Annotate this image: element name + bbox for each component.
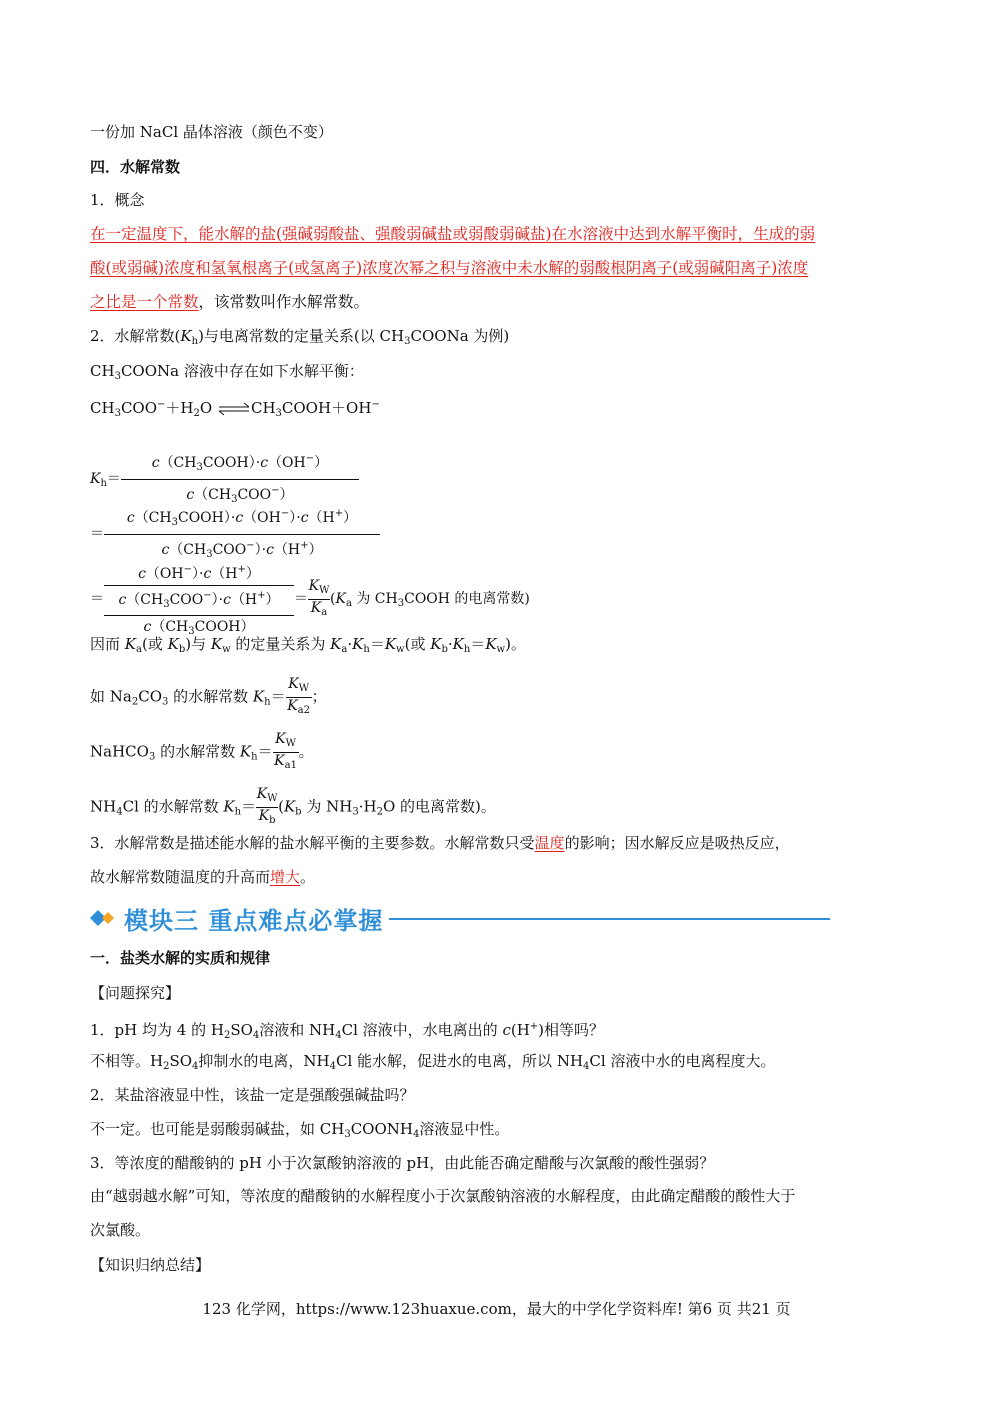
question-2: 2．某盐溶液显中性，该盐一定是强酸强碱盐吗？ xyxy=(90,1086,415,1104)
text: 不相等。H xyxy=(90,1052,164,1070)
text: CH xyxy=(90,362,115,380)
superscript: − xyxy=(157,399,166,410)
text: 。 xyxy=(300,868,316,886)
subscript: 2 xyxy=(193,408,200,419)
text: 如 Na xyxy=(90,687,132,706)
text: (或 xyxy=(141,635,168,653)
item-3-line-2 xyxy=(90,866,315,888)
text: 故水解常数随温度的升高而 xyxy=(90,868,271,886)
text: 抑制水的电离，NH xyxy=(198,1052,330,1070)
diamond-bullet-icon xyxy=(90,908,120,928)
equilibrium-intro xyxy=(90,360,364,388)
text: COONa 溶液中存在如下水解平衡： xyxy=(120,362,364,380)
text: 1．pH 均为 4 的 H xyxy=(90,1021,224,1039)
text: 的水解常数 xyxy=(155,742,240,761)
text: 的影响；因水解反应是吸热反应， xyxy=(564,834,790,852)
answer-3-line-1: 由“越弱越水解”可知，等浓度的醋酸钠的水解程度小于次氯酸钠溶液的水解程度，由此确定醋酸的酸性大于 xyxy=(90,1187,796,1205)
answer-1: 不相等。$H_2SO_4$抑制水的电离，$NH_4Cl$ 能水解，促进水的电离，所以 $NH_4Cl$ 溶液中水的电离程度大。 xyxy=(90,1052,776,1072)
definition-tail: ，该常数叫作水解常数。 xyxy=(198,293,370,311)
text: COONH xyxy=(350,1120,413,1138)
tag-knowledge-summary: 【知识归纳总结】 xyxy=(90,1256,211,1274)
text: ＋H xyxy=(165,399,194,417)
question-1: 1．pH 均为 4 的 $H_2SO_4$溶液和 $NH_4Cl$ 溶液中，水电离出的 c(H+)相等吗？ xyxy=(90,1021,605,1041)
question-3: 3．等浓度的醋酸钠的 pH 小于次氯酸钠溶液的 pH，由此能否确定醋酸与次氯酸的酸性强弱？ xyxy=(90,1154,715,1172)
kh-formula-1: $K_h=$ $\frac{c(CH_3COOH)\cdot c(OH^-)}{c(CH_3COO^-)}$ xyxy=(90,448,359,511)
text: COONa 为例) xyxy=(410,327,510,345)
kh-formula-2: ＝ $\frac{c(CH_3COOH)\cdot c(OH^-)\cdot c(H^+)}{c(CH_3COO^-)\cdot c(H^+)}$ xyxy=(90,503,380,566)
text-line: 一份加 NaCl 晶体溶液（颜色不变） xyxy=(90,123,333,141)
definition-red-text: 之比是一个常数 xyxy=(90,293,199,311)
text: 因而 xyxy=(90,635,125,653)
item-1-heading: 1．概念 xyxy=(90,191,145,209)
highlight-temperature: 温度 xyxy=(534,834,565,852)
text: CH xyxy=(250,399,276,417)
text: 不一定。也可能是弱酸弱碱盐，如 CH xyxy=(90,1120,345,1138)
text: SO xyxy=(169,1052,193,1070)
answer-2: 不一定。也可能是弱酸弱碱盐，如 $CH_3COONH_4$溶液显中性。 xyxy=(90,1120,510,1140)
item-2-heading xyxy=(90,325,509,353)
highlight-increase: 增大 xyxy=(270,868,301,886)
answer-3-line-2: 次氯酸。 xyxy=(90,1221,151,1239)
text: 2．水解常数( xyxy=(90,327,181,345)
text: Cl 溶液中水的电离程度大。 xyxy=(589,1052,776,1070)
superscript: − xyxy=(371,399,380,410)
na2co3-kh: 如 $Na_2CO_3$ 的水解常数 $K_h=$ $\frac{K_W}{K_{a2}}$ ； xyxy=(90,676,327,716)
text: 溶液和 NH xyxy=(259,1021,336,1039)
part-heading: 一．盐类水解的实质和规律 xyxy=(90,949,271,967)
nahco3-kh: NaHCO$_3$ 的水解常数 $K_h=$ $\frac{K_W}{K_{a1}}$ 。 xyxy=(90,731,314,771)
text: 的定量关系为 xyxy=(230,635,331,653)
module-rule xyxy=(389,918,830,920)
subscript: 3 xyxy=(114,371,121,382)
definition-line-1: 在一定温度下，能水解的盐(强碱弱酸盐、强酸弱碱盐或弱酸弱碱盐)在水溶液中达到水解平衡时，生成的弱 xyxy=(90,225,816,243)
page-footer: 123 化学网，https://www.123huaxue.com，最大的中学化学资料库! 第6 页 共21 页 xyxy=(202,1300,791,1318)
hydrolysis-equation xyxy=(90,394,380,425)
subscript: h xyxy=(191,336,199,347)
subscript: 3 xyxy=(404,336,411,347)
text: )与电离常数的定量关系(以 CH xyxy=(198,327,405,345)
text: NH xyxy=(90,797,117,816)
text: 3．水解常数是描述能水解的盐水解平衡的主要参数。水解常数只受 xyxy=(90,834,535,852)
text: Cl 的水解常数 xyxy=(122,797,224,816)
text: Cl 能水解，促进水的电离，所以 NH xyxy=(336,1052,584,1070)
text: ·H xyxy=(358,797,377,816)
definition-line-2: 酸(或弱碱)浓度和氢氧根离子(或氢离子)浓度次幂之积与溶液中未水解的弱酸根阴离子(或弱碱阳离子)浓度 xyxy=(90,259,809,277)
subscript: 3 xyxy=(275,408,282,419)
text: COOH＋OH xyxy=(281,399,372,417)
definition-line-3 xyxy=(90,291,369,313)
text: O xyxy=(199,399,213,417)
equilibrium-arrow-icon xyxy=(217,402,251,416)
module-header xyxy=(90,898,830,938)
module-title: 模块三 重点难点必掌握 xyxy=(124,906,384,935)
kh-formula-3: ＝ c（OH−）·c（H+） $c(CH_3COO^-)\cdot c(H^+)$ $c(CH_3COOH)$ ＝ $\frac{K_W}{K_a}$ ($K_a$ 为 $CH_3COOH$ 的电离常数) xyxy=(90,564,530,637)
symbol-K: K xyxy=(180,327,192,345)
text: SO xyxy=(230,1021,253,1039)
text: NaHCO xyxy=(90,742,149,761)
text: COO xyxy=(120,399,158,417)
text: Cl 溶液中，水电离出的 xyxy=(341,1021,503,1039)
text: CO xyxy=(138,687,162,706)
text: 为 NH xyxy=(301,797,353,816)
tag-problem-inquiry: 【问题探究】 xyxy=(90,984,181,1002)
nh4cl-kh: $NH_4Cl$ 的水解常数 $K_h=$ $\frac{K_W}{K_b}$ ($K_b$ 为 $NH_3\cdot H_2O$ 的电离常数)。 xyxy=(90,786,496,826)
text: (H xyxy=(510,1021,530,1039)
ka-kh-relation: 因而 $K_a$(或 $K_b$)与 $K_w$ 的定量关系为 $K_a\cdot K_h=K_w$(或 $K_b\cdot K_h=K_w$)。 xyxy=(90,635,526,655)
subscript: 3 xyxy=(114,408,121,419)
section-heading-4: 四．水解常数 xyxy=(90,158,181,176)
text: O 的电离常数)。 xyxy=(382,797,496,816)
text: 溶液显中性。 xyxy=(419,1120,510,1138)
item-3-line-1 xyxy=(90,832,790,854)
text: )与 xyxy=(185,635,211,653)
text: 的水解常数 xyxy=(168,687,253,706)
text: CH xyxy=(90,399,115,417)
text: )相等吗？ xyxy=(538,1021,605,1039)
